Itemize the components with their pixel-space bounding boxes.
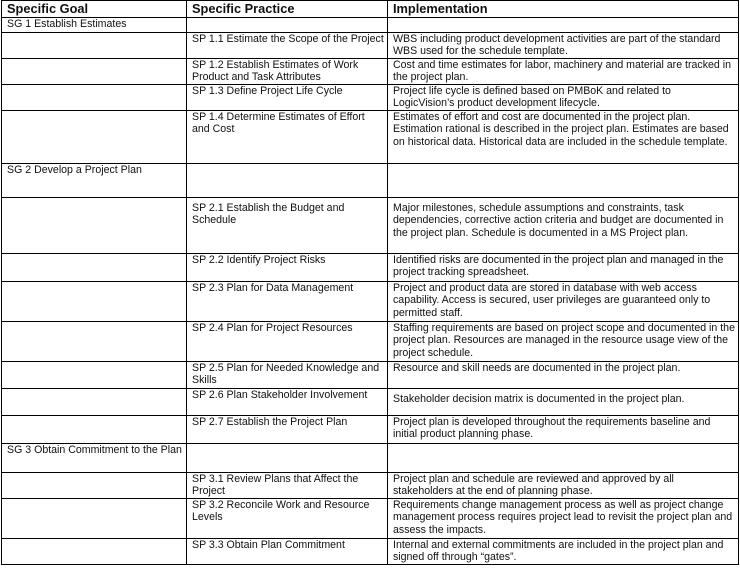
implementation-cell: Internal and external commitments are included in the project plan and signed off through “gates”. xyxy=(388,539,739,565)
table-row xyxy=(2,164,739,198)
practice-cell xyxy=(187,164,388,198)
practice-cell: SP 1.3 Define Project Life Cycle xyxy=(187,85,388,111)
goal-cell: SG 3 Obtain Commitment to the Plan xyxy=(2,444,187,473)
implementation-cell: WBS including product development activities are part of the standard WBS used for the schedule template. xyxy=(388,33,739,59)
goal-cell: SG 2 Develop a Project Plan xyxy=(2,164,187,198)
header-row xyxy=(2,1,739,18)
table-row xyxy=(2,111,739,164)
header-specific-goal: Specific Goal xyxy=(2,1,187,18)
practice-cell: SP 2.3 Plan for Data Management xyxy=(187,282,388,322)
practice-cell: SP 1.4 Determine Estimates of Effort and Cost xyxy=(187,111,388,164)
implementation-cell: Cost and time estimates for labor, machinery and material are tracked in the project plan. xyxy=(388,59,739,85)
table-row xyxy=(2,444,739,473)
practice-cell: SP 2.1 Establish the Budget and Schedule xyxy=(187,198,388,254)
practice-cell: SP 2.2 Identify Project Risks xyxy=(187,254,388,282)
table-row xyxy=(2,322,739,362)
header-implementation: Implementation xyxy=(388,1,739,18)
practice-cell: SP 3.1 Review Plans that Affect the Project xyxy=(187,473,388,499)
practice-cell: SP 1.1 Estimate the Scope of the Project xyxy=(187,33,388,59)
implementation-cell: Staffing requirements are based on project scope and documented in the project plan. Resources are managed in the resource usage view of the project schedule. xyxy=(388,322,739,362)
implementation-cell: Estimates of effort and cost are documented in the project plan. Estimation rational is described in the project plan. Estimates are based on historical data. Historical data are included in the schedule template. xyxy=(388,111,739,164)
goal-cell: SG 1 Establish Estimates xyxy=(2,18,187,33)
goal-cell xyxy=(2,33,187,59)
header-specific-practice: Specific Practice xyxy=(187,1,388,18)
goal-cell xyxy=(2,85,187,111)
implementation-cell: Identified risks are documented in the project plan and managed in the project tracking spreadsheet. xyxy=(388,254,739,282)
goal-cell xyxy=(2,282,187,322)
table-row xyxy=(2,389,739,416)
practice-cell: SP 2.6 Plan Stakeholder Involvement xyxy=(187,389,388,416)
practice-cell: SP 3.3 Obtain Plan Commitment xyxy=(187,539,388,565)
goal-cell xyxy=(2,254,187,282)
goal-cell xyxy=(2,362,187,389)
table-row xyxy=(2,254,739,282)
goal-cell xyxy=(2,322,187,362)
implementation-cell xyxy=(388,164,739,198)
goal-cell xyxy=(2,499,187,539)
implementation-cell: Resource and skill needs are documented in the project plan. xyxy=(388,362,739,389)
goal-cell xyxy=(2,59,187,85)
practices-table xyxy=(1,0,739,565)
implementation-cell: Project life cycle is defined based on PMBoK and related to LogicVision’s product development lifecycle. xyxy=(388,85,739,111)
practice-cell xyxy=(187,18,388,33)
practice-cell: SP 3.2 Reconcile Work and Resource Levels xyxy=(187,499,388,539)
practice-cell: SP 2.7 Establish the Project Plan xyxy=(187,416,388,444)
goal-cell xyxy=(2,539,187,565)
implementation-cell xyxy=(388,444,739,473)
goal-cell xyxy=(2,198,187,254)
table-row xyxy=(2,499,739,539)
table-row xyxy=(2,416,739,444)
implementation-cell xyxy=(388,18,739,33)
table-row xyxy=(2,362,739,389)
implementation-cell: Project plan is developed throughout the requirements baseline and initial product planning phase. xyxy=(388,416,739,444)
goal-cell xyxy=(2,416,187,444)
practice-cell: SP 2.5 Plan for Needed Knowledge and Skills xyxy=(187,362,388,389)
implementation-cell: Requirements change management process as well as project change management process requires project lead to revisit the project plan and assess the impacts. xyxy=(388,499,739,539)
table-row xyxy=(2,18,739,33)
implementation-cell: Project and product data are stored in database with web access capability. Access is secured, user privileges are guaranteed only to permitted staff. xyxy=(388,282,739,322)
goal-cell xyxy=(2,111,187,164)
implementation-cell: Major milestones, schedule assumptions and constraints, task dependencies, corrective action criteria and budget are documented in the project plan. Schedule is documented in a MS Project plan. xyxy=(388,198,739,254)
implementation-cell: Stakeholder decision matrix is documented in the project plan. xyxy=(388,389,739,416)
goal-cell xyxy=(2,389,187,416)
practice-cell: SP 1.2 Establish Estimates of Work Product and Task Attributes xyxy=(187,59,388,85)
table-row xyxy=(2,282,739,322)
practice-cell xyxy=(187,444,388,473)
table-row xyxy=(2,473,739,499)
implementation-cell: Project plan and schedule are reviewed and approved by all stakeholders at the end of planning phase. xyxy=(388,473,739,499)
goal-cell xyxy=(2,473,187,499)
table-row xyxy=(2,539,739,565)
table-row xyxy=(2,198,739,254)
table-row xyxy=(2,85,739,111)
practice-cell: SP 2.4 Plan for Project Resources xyxy=(187,322,388,362)
table-row xyxy=(2,33,739,59)
table-row xyxy=(2,59,739,85)
